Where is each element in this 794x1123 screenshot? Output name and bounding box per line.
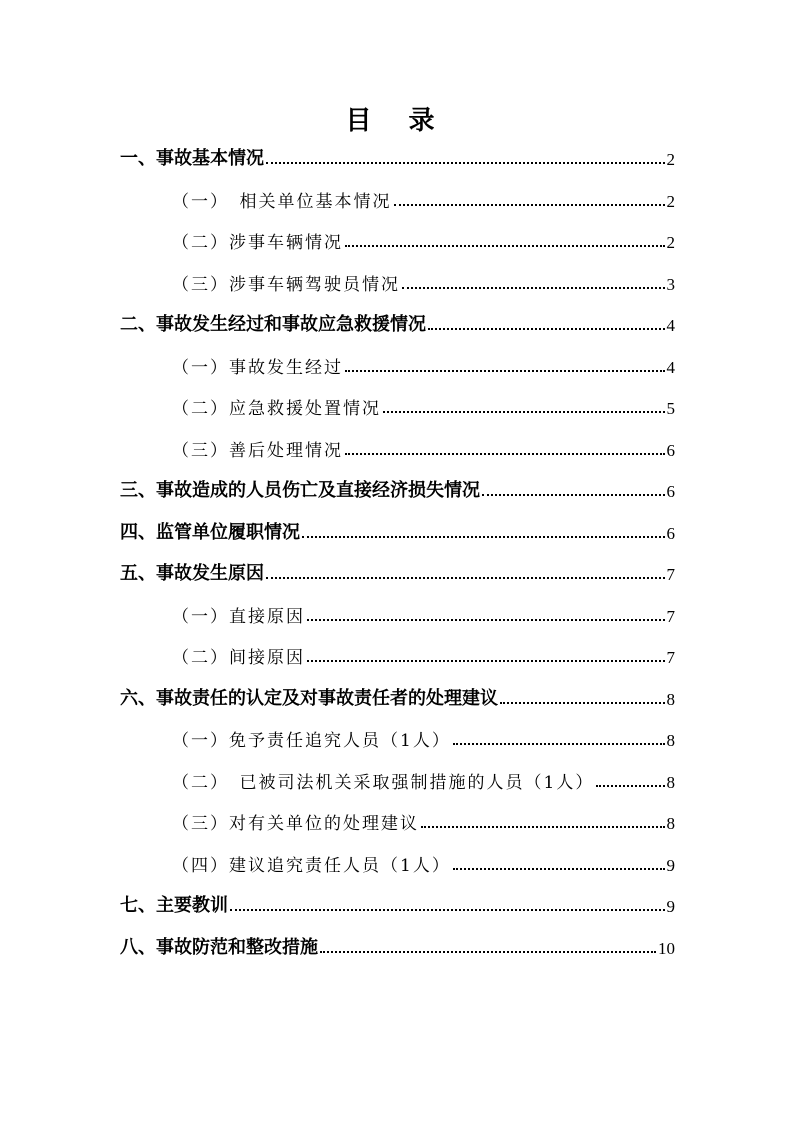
toc-entry-page-number: 8 <box>666 731 675 750</box>
toc-dot-leader <box>428 328 665 330</box>
toc-entry-page-number: 6 <box>666 482 675 501</box>
toc-entry-page-number: 7 <box>666 606 675 626</box>
toc-dot-leader <box>320 951 656 953</box>
toc-entry-label: 五、事故发生原因 <box>120 563 264 584</box>
toc-entry[interactable] <box>172 431 675 461</box>
toc-entry[interactable] <box>120 306 675 336</box>
toc-entry-page-number: 9 <box>666 855 675 875</box>
toc-entry[interactable] <box>120 472 675 502</box>
toc-entry[interactable] <box>172 804 675 834</box>
toc-entry-label: （一） 相关单位基本情况 <box>172 191 392 212</box>
toc-entry[interactable] <box>172 182 675 212</box>
toc-entry-page-number: 2 <box>666 191 675 211</box>
toc-entry[interactable] <box>172 389 675 419</box>
toc-entry[interactable] <box>120 514 675 544</box>
toc-entry[interactable] <box>120 680 675 710</box>
toc-dot-leader <box>345 245 665 247</box>
toc-dot-leader <box>266 577 665 579</box>
toc-entry-page-number: 4 <box>666 316 675 335</box>
toc-entry-page-number: 10 <box>658 938 675 958</box>
toc-entry-label: 二、事故发生经过和事故应急救援情况 <box>120 314 426 335</box>
toc-dot-leader <box>230 909 665 911</box>
toc-entry-label: （二）应急救援处置情况 <box>172 399 381 419</box>
toc-entry[interactable] <box>172 846 675 876</box>
toc-entry[interactable] <box>172 638 675 668</box>
toc-entry[interactable] <box>172 597 675 627</box>
toc-dot-leader <box>383 411 665 413</box>
toc-entry-label: （一）免予责任追究人员（1人） <box>172 731 451 751</box>
toc-entry-label: （三）对有关单位的处理建议 <box>172 814 419 834</box>
toc-entry-label: （二） 已被司法机关采取强制措施的人员（1人） <box>172 772 595 793</box>
toc-entry-label: （四）建议追究责任人员（1人） <box>172 855 451 876</box>
toc-entry-page-number: 2 <box>666 150 675 169</box>
toc-dot-leader <box>596 785 664 787</box>
toc-entry[interactable] <box>120 140 675 170</box>
toc-entry[interactable] <box>120 555 675 585</box>
toc-entry-page-number: 6 <box>666 440 675 460</box>
toc-entry-page-number: 4 <box>666 357 675 377</box>
toc-entry-page-number: 3 <box>666 274 675 294</box>
toc-entry-page-number: 7 <box>666 565 675 584</box>
toc-entry[interactable] <box>172 223 675 253</box>
toc-entry-label: 三、事故造成的人员伤亡及直接经济损失情况 <box>120 480 480 501</box>
toc-dot-leader <box>307 619 665 621</box>
toc-entry[interactable] <box>172 265 675 295</box>
toc-entry-page-number: 2 <box>666 233 675 252</box>
toc-entry-page-number: 8 <box>666 814 675 833</box>
toc-entry-page-number: 8 <box>666 772 675 792</box>
toc-dot-leader <box>302 536 665 538</box>
page-title: 目 录 <box>345 106 449 136</box>
toc-entry-label: （二）间接原因 <box>172 648 305 668</box>
toc-entry-label: 四、监管单位履职情况 <box>120 521 300 543</box>
toc-entry-label: （二）涉事车辆情况 <box>172 233 343 253</box>
toc-dot-leader <box>421 826 665 828</box>
toc-entry-label: （一）直接原因 <box>172 606 305 627</box>
toc-entry-label: 六、事故责任的认定及对事故责任者的处理建议 <box>120 687 498 709</box>
toc-entry[interactable] <box>172 763 675 793</box>
toc-dot-leader <box>402 287 665 289</box>
toc-dot-leader <box>453 743 665 745</box>
toc-entry-label: 八、事故防范和整改措施 <box>120 936 318 958</box>
toc-dot-leader <box>345 370 665 372</box>
toc-entry-page-number: 5 <box>666 399 675 418</box>
toc-entry-page-number: 6 <box>666 523 675 543</box>
toc-entry-page-number: 8 <box>666 689 675 709</box>
toc-entry-label: （三）涉事车辆驾驶员情况 <box>172 274 400 295</box>
toc-entry-label: （一）事故发生经过 <box>172 357 343 378</box>
toc-entry-label: 七、主要教训 <box>120 895 228 916</box>
toc-dot-leader <box>307 660 665 662</box>
toc-entry[interactable] <box>172 721 675 751</box>
toc-dot-leader <box>394 204 665 206</box>
toc-entry[interactable] <box>120 929 675 959</box>
toc-entry[interactable] <box>120 887 675 917</box>
toc-dot-leader <box>482 494 665 496</box>
toc-entry-page-number: 7 <box>666 648 675 667</box>
toc-dot-leader <box>453 868 665 870</box>
toc-entry-page-number: 9 <box>666 897 675 916</box>
toc-entry-label: 一、事故基本情况 <box>120 148 264 169</box>
toc-dot-leader <box>345 453 665 455</box>
toc-entry-label: （三）善后处理情况 <box>172 440 343 461</box>
toc-dot-leader <box>500 702 665 704</box>
toc-entry[interactable] <box>172 348 675 378</box>
toc-dot-leader <box>266 162 665 164</box>
